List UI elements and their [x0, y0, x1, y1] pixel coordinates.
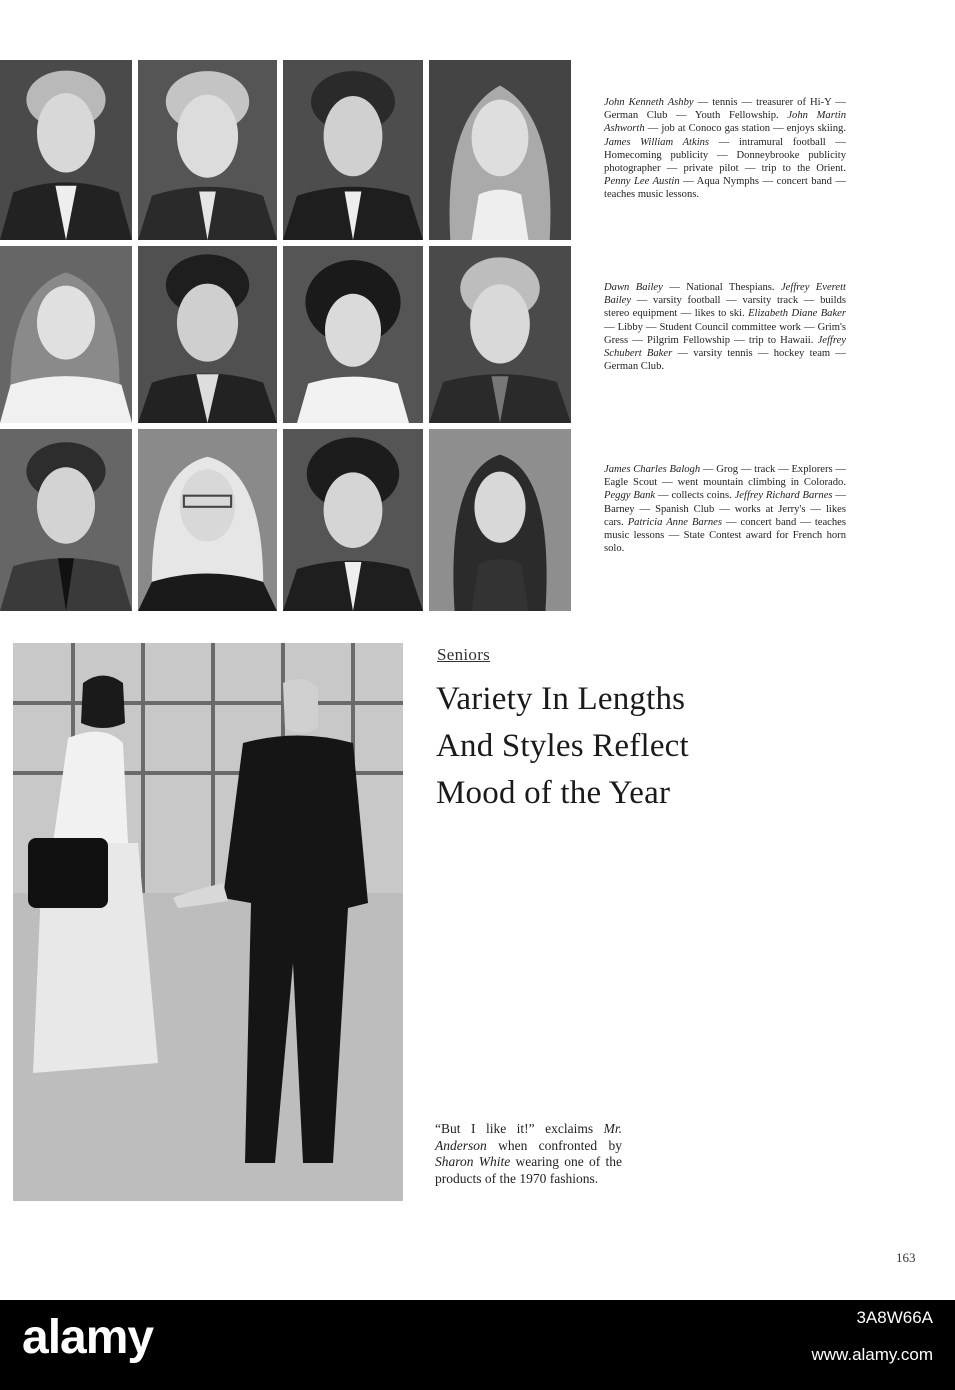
bio-name: Jeffrey Everett Bailey: [604, 282, 847, 307]
bio-text: — collects coins.: [655, 490, 735, 502]
bio-text: — Barney — Spanish Club — works at Jerry's — likes cars.: [604, 490, 846, 528]
portrait-peggy-bank: [138, 429, 277, 611]
bio-text: — intramural football — Homecoming publicity — Donneybrooke publicity photographer — private pilot — trip to the Orient.: [604, 136, 846, 175]
portrait-patricia-barnes: [429, 429, 571, 611]
bio-text: — concert band — teaches music lessons — State Contest award for French horn solo.: [604, 516, 846, 555]
bio-name: Jeffrey Richard Barnes: [734, 490, 833, 502]
portrait-austin: [429, 60, 571, 240]
bio-name: Peggy Bank: [604, 490, 656, 502]
headline-line-3: Mood of the Year: [436, 775, 671, 811]
bio-name: John Kenneth Ashby: [604, 97, 694, 108]
portrait-jeffrey-bailey: [138, 246, 277, 423]
caption-mid: when confronted by: [486, 1137, 622, 1153]
portrait-elizabeth-baker: [283, 246, 423, 423]
portrait-balogh: [0, 429, 132, 611]
caption-name-2: Sharon White: [435, 1154, 511, 1169]
bio-name: James William Atkins: [604, 136, 710, 148]
photo-caption: [435, 1121, 622, 1187]
caption-name-1: Mr. Anderson: [435, 1121, 622, 1153]
headline-line-2: And Styles Reflect: [436, 728, 689, 764]
portrait-atkins: [283, 60, 423, 240]
headline-line-1: Variety In Lengths: [436, 681, 686, 717]
portrait-ashby: [0, 60, 132, 240]
bio-text: — Libby — Student Council committee work — Grim's Gress — Pilgrim Fellowship — trip to Hawaii.: [604, 321, 846, 346]
bio-text: — National Thespians.: [662, 282, 781, 293]
portrait-jeffrey-barnes: [283, 429, 423, 611]
bio-text: — varsity football — varsity track — builds stereo equipment — likes to ski.: [604, 295, 846, 320]
bio-text: — job at Conoco gas station — enjoys skiing.: [644, 123, 846, 135]
bio-text: — varsity tennis — hockey team — German Club.: [604, 348, 846, 373]
bio-block-2: [604, 281, 846, 373]
bio-name: John Martin Ashworth: [604, 110, 846, 135]
caption-end: wearing one of the products of the 1970 fashions.: [435, 1154, 622, 1186]
headline: [436, 676, 856, 817]
bio-name: Jeffrey Schubert Baker: [604, 334, 846, 360]
watermark-url: www.alamy.com: [811, 1345, 933, 1364]
bio-block-3: [604, 463, 846, 555]
caption-quote: “But I like it!” exclaims: [435, 1121, 604, 1136]
bio-text: — Grog — track — Explorers — Eagle Scout — went mountain climbing in Colorado.: [604, 464, 846, 489]
watermark-logo: alamy: [22, 1311, 154, 1364]
bio-name: Dawn Bailey: [604, 282, 663, 293]
portrait-ashworth: [138, 60, 277, 240]
bio-name: James Charles Balogh: [604, 464, 701, 475]
bio-name: Elizabeth Diane Baker: [748, 308, 846, 320]
section-label: Seniors: [437, 645, 491, 664]
portrait-dawn-bailey: [0, 246, 132, 423]
watermark-image-id: 3A8W66A: [856, 1308, 933, 1327]
bio-name: Penny Lee Austin: [604, 176, 680, 188]
bio-block-1: [604, 96, 846, 202]
bio-text: — Aqua Nymphs — concert band — teaches music lessons.: [604, 176, 846, 201]
page-number: 163: [896, 1250, 916, 1265]
portrait-jeffrey-schubert-baker: [429, 246, 571, 423]
bio-name: Patricia Anne Barnes: [627, 516, 722, 528]
candid-photo: [13, 643, 403, 1201]
bio-text: — tennis — treasurer of Hi-Y — German Club — Youth Fellowship.: [604, 97, 846, 122]
